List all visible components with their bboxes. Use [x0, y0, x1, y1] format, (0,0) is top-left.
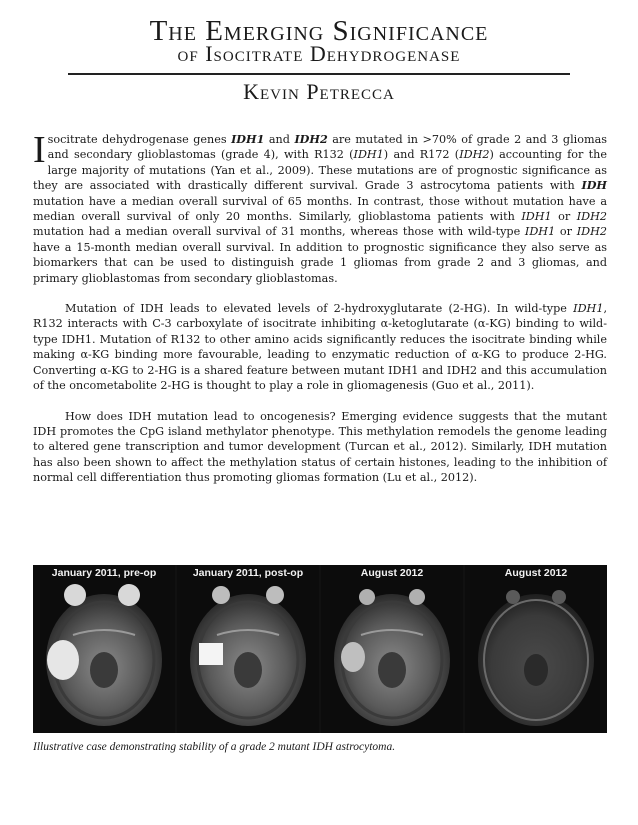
panel-label-1: January 2011, pre-op	[51, 567, 157, 579]
mri-panel-2	[177, 565, 319, 733]
panel-label-2: January 2011, post-op	[192, 567, 304, 579]
title-line-2: of Isocitrate Dehydrogenase	[177, 41, 461, 66]
mri-scan-image	[321, 565, 463, 733]
figure-caption: Illustrative case demonstrating stability of a grade 2 mutant IDH astrocytoma.	[33, 741, 396, 753]
panel-label-4: August 2012	[504, 567, 568, 579]
mri-scan-image	[177, 565, 319, 733]
paragraph-1: Isocitrate dehydrogenase genes IDH1 and IDH2 are mutated in >70% of grade 2 and 3 gliomas and secondary glioblastomas (grade 4), with R132 (IDH1) and R172 (IDH2) accounting for the large majority of mutations (Yan et al., 2009). These mutations are of prognostic significance as they are associated with drastically different survival. Grade 3 astrocytoma patients with IDH mutation have a median overall survival of 65 months. In contrast, those without mutation have a median overall survival of only 20 months. Similarly, glioblastoma patients with IDH1 or IDH2 mutation had a median overall survival of 31 months, whereas those with wild-type IDH1 or IDH2 have a 15-month median overall survival. In addition to prognostic significance they also serve as biomarkers that can be used to distinguish grade 1 gliomas from grade 2 and 3 gliomas, and primary glioblastomas from secondary glioblastomas.	[33, 129, 607, 285]
article-body	[33, 129, 607, 501]
mri-figure	[33, 565, 607, 733]
title-line-1: The Emerging Significance	[149, 15, 489, 47]
author-name: Kevin Petrecca	[243, 79, 395, 104]
drop-cap: I	[33, 129, 46, 171]
panel-label-3: August 2012	[360, 567, 424, 579]
paragraph-3: How does IDH mutation lead to oncogenesis? Emerging evidence suggests that the mutant IDH promotes the CpG island methylator phenotype. This methylation remodels the genome leading to altered gene transcription and tumor development (Turcan et al., 2012). Similarly, IDH mutation has also been shown to affect the methylation status of certain histones, leading to the inhibition of normal cell differentiation thus promoting gliomas formation (Lu et al., 2012).	[33, 409, 607, 485]
mri-panel-3	[321, 565, 463, 733]
mri-panel-1	[33, 565, 175, 733]
paragraph-2: Mutation of IDH leads to elevated levels of 2-hydroxyglutarate (2-HG). In wild-type IDH1, R132 interacts with C-3 carboxylate of isocitrate inhibiting α-ketoglutarate (α-KG) binding to wild-type IDH1. Mutation of R132 to other amino acids significantly reduces the isocitrate binding while making α-KG binding more favourable, leading to enzymatic reduction of α-KG to produce 2-HG. Converting α-KG to 2-HG is a shared feature between mutant IDH1 and IDH2 and this accumulation of the oncometabolite 2-HG is thought to play a role in gliomagenesis (Guo et al., 2011).	[33, 302, 607, 393]
mri-scan-image	[465, 565, 607, 733]
mri-panel-4	[465, 565, 607, 733]
mri-scan-image	[33, 565, 175, 733]
title-rule	[68, 73, 570, 75]
